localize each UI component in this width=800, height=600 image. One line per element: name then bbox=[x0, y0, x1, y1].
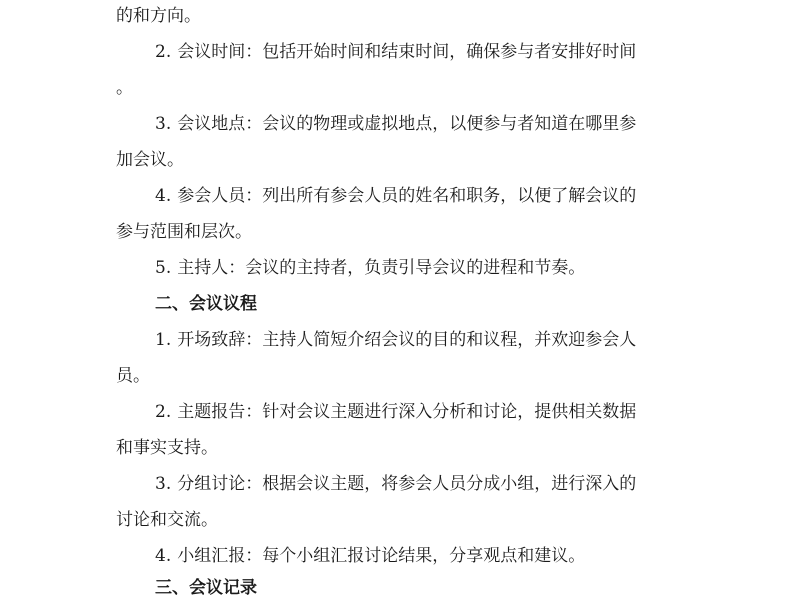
heading-text: 三、会议记录 bbox=[155, 578, 257, 598]
item-text: 主持人：会议的主持者，负责引导会议的进程和节奏。 bbox=[177, 258, 586, 278]
line-text: 员。 bbox=[116, 366, 150, 386]
item-number: 5. bbox=[155, 258, 172, 278]
item-number: 4. bbox=[155, 546, 172, 566]
item-text: 分组讨论：根据会议主题，将参会人员分成小组，进行深入的 bbox=[177, 474, 637, 494]
line-text: 加会议。 bbox=[116, 150, 184, 170]
line-text: 。 bbox=[116, 78, 133, 98]
line-text: 参与范围和层次。 bbox=[116, 222, 252, 242]
line-text: 和事实支持。 bbox=[116, 438, 218, 458]
heading-text: 二、会议议程 bbox=[155, 294, 257, 314]
continuation-line bbox=[116, 76, 133, 100]
item-number: 3. bbox=[155, 474, 172, 494]
item-text: 开场致辞：主持人简短介绍会议的目的和议程，并欢迎参会人 bbox=[177, 330, 637, 350]
continuation-line bbox=[116, 436, 218, 460]
continuation-line bbox=[116, 508, 218, 532]
list-item bbox=[155, 544, 585, 568]
item-text: 会议地点：会议的物理或虚拟地点，以便参与者知道在哪里参 bbox=[177, 114, 637, 134]
list-item bbox=[155, 400, 636, 424]
list-item bbox=[155, 40, 636, 64]
list-item bbox=[155, 184, 636, 208]
item-text: 主题报告：针对会议主题进行深入分析和讨论，提供相关数据 bbox=[177, 402, 637, 422]
continuation-line bbox=[116, 364, 150, 388]
item-text: 参会人员：列出所有参会人员的姓名和职务，以便了解会议的 bbox=[177, 186, 637, 206]
list-item bbox=[155, 328, 636, 352]
item-text: 小组汇报：每个小组汇报讨论结果，分享观点和建议。 bbox=[177, 546, 586, 566]
continuation-line bbox=[116, 4, 201, 28]
item-number: 3. bbox=[155, 114, 172, 134]
item-text: 会议时间：包括开始时间和结束时间，确保参与者安排好时间 bbox=[177, 42, 637, 62]
continuation-line bbox=[116, 148, 184, 172]
list-item bbox=[155, 472, 636, 496]
list-item bbox=[155, 112, 636, 136]
line-text: 的和方向。 bbox=[116, 6, 201, 26]
item-number: 1. bbox=[155, 330, 172, 350]
line-text: 讨论和交流。 bbox=[116, 510, 218, 530]
item-number: 2. bbox=[155, 42, 172, 62]
item-number: 2. bbox=[155, 402, 172, 422]
section-heading bbox=[155, 292, 257, 316]
list-item bbox=[155, 256, 585, 280]
item-number: 4. bbox=[155, 186, 172, 206]
section-heading bbox=[155, 576, 257, 600]
continuation-line bbox=[116, 220, 252, 244]
